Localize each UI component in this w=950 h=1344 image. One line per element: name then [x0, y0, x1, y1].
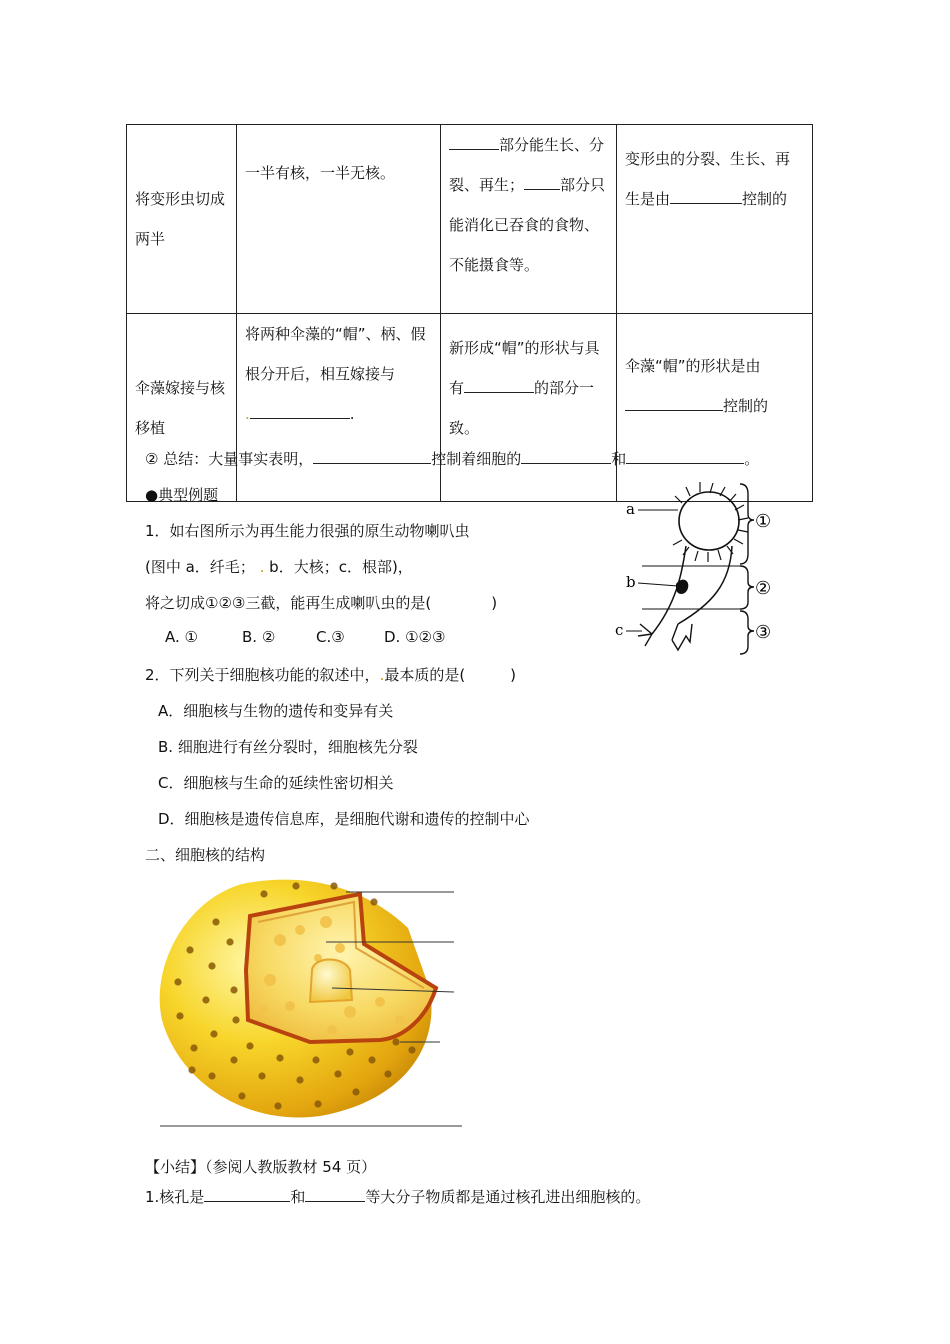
fill-blank[interactable]: [204, 1187, 290, 1202]
foot: [638, 624, 692, 650]
result-cell: [441, 125, 617, 314]
brace-2: [740, 566, 754, 609]
summary-text: 控制着细胞的: [431, 450, 522, 468]
oral-disc: [679, 492, 739, 550]
result-text: 的部分一致。: [449, 379, 595, 437]
q1-option-c[interactable]: C.③: [316, 628, 345, 646]
summary-text: 和: [611, 450, 627, 468]
examples-heading: ●典型例题: [145, 486, 219, 504]
label-a: a: [626, 500, 635, 518]
xiaojie-heading: 【小结】（参阅人教版教材 54 页）: [145, 1158, 377, 1176]
fill-blank[interactable]: [626, 449, 744, 464]
fill-blank[interactable]: [449, 135, 499, 150]
experiment-cell: [127, 314, 237, 502]
operation-cell: [237, 314, 441, 502]
fill-blank[interactable]: [524, 175, 560, 190]
label-section-2: ②: [755, 578, 772, 599]
fill-blank[interactable]: [305, 1187, 365, 1202]
experiment-name: 将变形虫切成两半: [135, 190, 226, 248]
mark-dot: .: [245, 405, 250, 423]
brace-3: [740, 611, 754, 654]
section2-heading: 二、细胞核的结构: [145, 846, 266, 864]
fill-blank[interactable]: [250, 404, 350, 419]
q1-option-a[interactable]: A. ①: [165, 628, 198, 646]
fill-blank[interactable]: [521, 449, 611, 464]
summary-line: [145, 448, 759, 469]
xiaojie-text: 和: [290, 1188, 306, 1206]
q1-line3: 将之切成①②③三截，能再生成喇叭虫的是( ): [145, 594, 498, 612]
summary-text: 。: [744, 450, 760, 468]
q2-text: 2．下列关于细胞核功能的叙述中，: [145, 666, 380, 684]
q1-text: b．大核；c．根部)，: [269, 558, 413, 576]
q1-option-b[interactable]: B. ②: [242, 628, 276, 646]
label-b: b: [626, 573, 636, 591]
q2-option-b[interactable]: B. 细胞进行有丝分裂时，细胞核先分裂: [158, 738, 418, 756]
conclusion-cell: [617, 125, 813, 314]
q1-option-d[interactable]: D. ①②③: [384, 628, 446, 646]
table-row: [127, 125, 813, 314]
operation-text: .: [349, 405, 355, 423]
result-cell: [441, 314, 617, 502]
operation-cell: [237, 125, 441, 314]
brace-1: [740, 484, 754, 564]
q2-text: 最本质的是( ): [384, 666, 517, 684]
macronucleus: [676, 580, 688, 594]
experiment-table: [126, 124, 813, 502]
xiaojie-text: 1.核孔是: [145, 1188, 205, 1206]
result-text: 部分只能消化已吞食的食物、不能摄食等。: [449, 176, 606, 274]
result-text: 新形成“帽”的形状与具有: [449, 339, 600, 397]
fill-blank[interactable]: [670, 189, 742, 204]
mark-dot: .: [259, 558, 265, 576]
xiaojie-line-1: [145, 1186, 650, 1207]
label-section-3: ③: [755, 622, 772, 643]
conclusion-text: 控制的: [742, 190, 788, 208]
fill-blank[interactable]: [625, 396, 723, 411]
conclusion-text: 控制的: [723, 397, 769, 415]
summary-text: ② 总结：大量事实表明，: [145, 450, 314, 468]
q2-option-c[interactable]: C．细胞核与生命的延续性密切相关: [158, 774, 394, 792]
q1-text: (图中 a．纤毛；: [145, 558, 255, 576]
experiment-name: 伞藻嫁接与核移植: [135, 378, 226, 437]
label-c: c: [615, 621, 624, 639]
label-section-1: ①: [755, 511, 772, 532]
mark-dot: .: [379, 666, 385, 684]
conclusion-text: 变形虫的分裂、生长、再生是由: [625, 150, 791, 208]
fill-blank[interactable]: [464, 378, 534, 393]
leader-b: [638, 583, 678, 586]
fill-blank[interactable]: [313, 449, 431, 464]
q2-option-a[interactable]: A．细胞核与生物的遗传和变异有关: [158, 702, 394, 720]
q1-line2: [145, 556, 413, 577]
q1-line1: 1．如右图所示为再生能力很强的原生动物喇叭虫: [145, 522, 470, 540]
result-text: 部分能生长、分裂、再生；: [449, 136, 605, 194]
xiaojie-text: 等大分子物质都是通过核孔进出细胞核的。: [365, 1188, 651, 1206]
conclusion-text: 伞藻“帽”的形状是由: [625, 357, 761, 375]
operation-text: 一半有核，一半无核。: [245, 164, 396, 182]
q2-option-d[interactable]: D．细胞核是遗传信息库，是细胞代谢和遗传的控制中心: [158, 810, 530, 828]
q2-stem: [145, 664, 516, 685]
experiment-cell: [127, 125, 237, 314]
operation-text: 将两种伞藻的“帽”、柄、假根分开后，相互嫁接与: [245, 325, 426, 383]
nucleus-figure: [150, 870, 470, 1132]
nucleolus: [310, 960, 352, 1003]
stentor-figure: [612, 474, 792, 660]
